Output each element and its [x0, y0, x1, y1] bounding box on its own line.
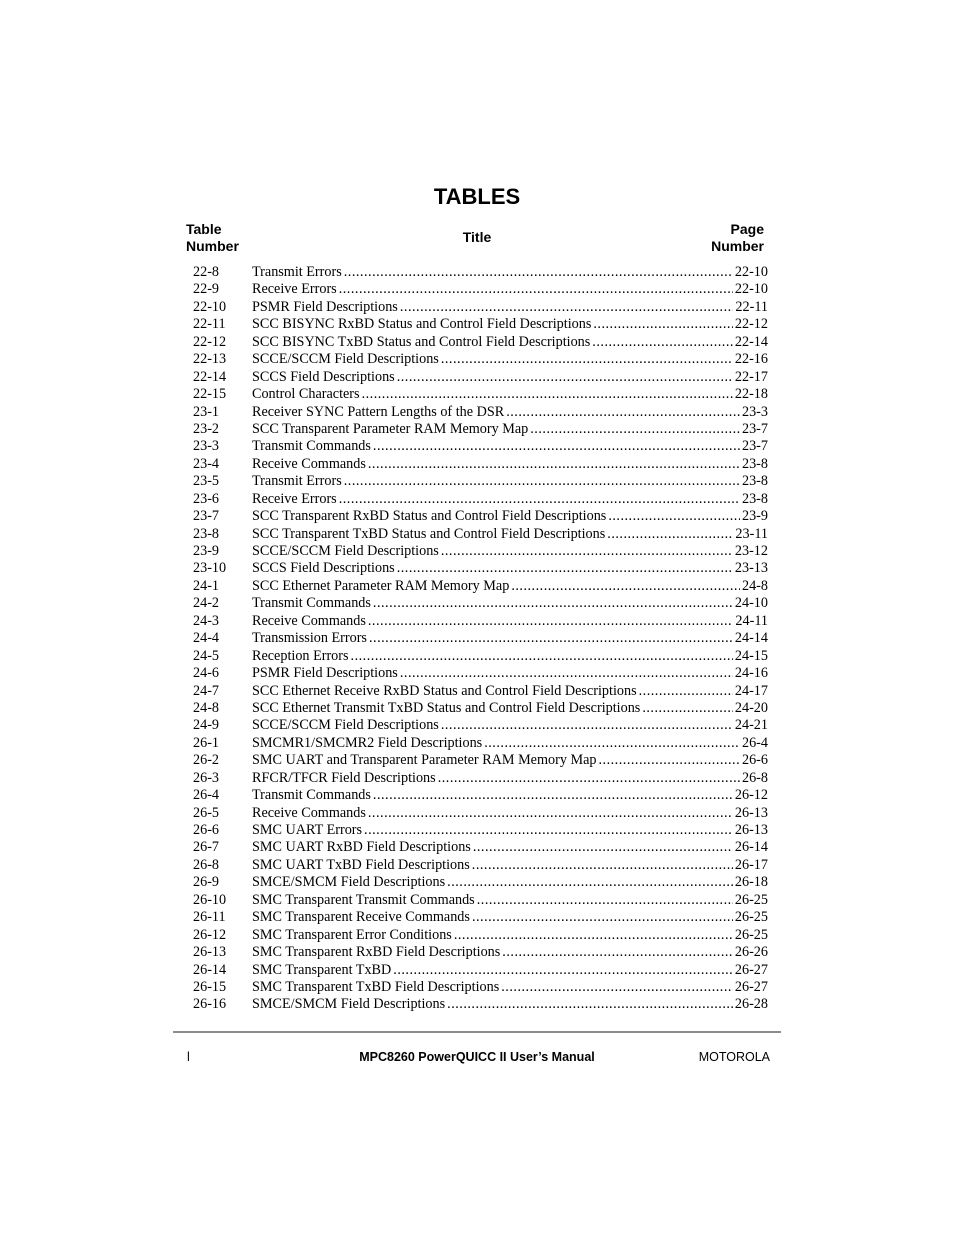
toc-entry-dot-leader	[530, 421, 740, 438]
toc-entry-dot-leader	[351, 648, 733, 665]
toc-entry-body	[252, 334, 768, 351]
toc-entry[interactable]	[193, 979, 768, 996]
toc-entry-page: 23-8	[741, 490, 768, 507]
toc-entry[interactable]	[193, 787, 768, 804]
toc-entry-body	[252, 264, 768, 281]
toc-entry-title: Receiver SYNC Pattern Lengths of the DSR	[252, 403, 505, 420]
toc-entry-number: 23-6	[193, 490, 220, 507]
toc-entry-title: Control Characters	[252, 386, 360, 403]
toc-entry-page: 22-14	[734, 333, 768, 350]
toc-entry-body	[252, 456, 768, 473]
toc-entry[interactable]	[193, 735, 768, 752]
toc-entry-dot-leader	[438, 770, 740, 787]
toc-entry-body	[252, 560, 768, 577]
toc-entry-title: PSMR Field Descriptions	[252, 665, 398, 682]
toc-entry-title: Transmit Errors	[252, 264, 342, 280]
toc-entry-title: SCC Transparent Parameter RAM Memory Map	[252, 420, 529, 437]
toc-entry[interactable]	[193, 962, 768, 979]
toc-entry-page: 26-25	[734, 891, 768, 908]
toc-entry-title: SMC Transparent TxBD Field Descriptions	[252, 978, 500, 995]
toc-entry-number: 26-5	[193, 804, 220, 821]
toc-entry-body	[252, 351, 768, 368]
toc-entry[interactable]	[193, 334, 768, 351]
toc-entry-number: 22-12	[193, 333, 227, 350]
toc-entry[interactable]	[193, 264, 768, 281]
toc-entry-number: 26-13	[193, 944, 227, 961]
toc-entry-title: SMC Transparent TxBD	[252, 961, 392, 978]
toc-entry-number: 26-7	[193, 839, 220, 856]
toc-entry[interactable]	[193, 595, 768, 612]
toc-entry-title: SCC Ethernet Parameter RAM Memory Map	[252, 577, 510, 594]
page-number-header-line2: Number	[711, 238, 764, 254]
toc-entry[interactable]	[193, 491, 768, 508]
toc-entry-body	[252, 735, 768, 752]
toc-entry[interactable]	[193, 944, 768, 961]
toc-entry-title: Transmit Commands	[252, 438, 371, 455]
toc-entry-body	[252, 595, 768, 612]
toc-entry-dot-leader	[472, 857, 733, 874]
toc-entry[interactable]	[193, 927, 768, 944]
toc-entry-body	[252, 281, 768, 298]
toc-entry-number: 26-8	[193, 856, 220, 873]
toc-entry-number: 22-8	[193, 264, 220, 280]
toc-entry-dot-leader	[607, 526, 733, 543]
toc-entry-page: 22-17	[734, 368, 768, 385]
toc-entry[interactable]	[193, 892, 768, 909]
toc-entry-page: 26-13	[734, 804, 768, 821]
toc-entry-page: 22-12	[734, 316, 768, 333]
toc-entry-body	[252, 770, 768, 787]
toc-entry-title: Reception Errors	[252, 647, 349, 664]
toc-entry-body	[252, 700, 768, 717]
toc-entry-dot-leader	[592, 334, 733, 351]
toc-entry-page: 26-8	[741, 769, 768, 786]
toc-entry-dot-leader	[441, 351, 733, 368]
toc-entry-dot-leader	[362, 386, 733, 403]
toc-entry-title: SMC Transparent RxBD Field Descriptions	[252, 944, 501, 961]
toc-entry-dot-leader	[454, 927, 733, 944]
toc-entry-title: Receive Commands	[252, 804, 366, 821]
toc-entry-title: SMC Transparent Error Conditions	[252, 926, 452, 943]
toc-entry-number: 22-10	[193, 298, 227, 315]
toc-entry-title: SMC Transparent Transmit Commands	[252, 891, 475, 908]
toc-entry-page: 23-7	[741, 420, 768, 437]
toc-entry-body	[252, 857, 768, 874]
toc-entry-dot-leader	[441, 543, 733, 560]
toc-entry[interactable]	[193, 438, 768, 455]
toc-entry[interactable]	[193, 857, 768, 874]
page-number-header	[711, 221, 764, 255]
toc-entry-page: 26-6	[741, 752, 768, 769]
toc-entry[interactable]	[193, 560, 768, 577]
toc-entry-dot-leader	[447, 996, 733, 1013]
toc-entry-page: 26-14	[734, 839, 768, 856]
toc-entry-page: 26-26	[734, 944, 768, 961]
toc-entry-title: SCCS Field Descriptions	[252, 560, 395, 577]
toc-entry-body	[252, 944, 768, 961]
toc-entry-page: 26-27	[734, 978, 768, 995]
toc-entry-page: 23-9	[741, 508, 768, 525]
toc-entry-page: 23-11	[735, 525, 768, 542]
toc-entry-body	[252, 630, 768, 647]
toc-entry-page: 24-20	[734, 699, 768, 716]
toc-entry-page: 24-14	[734, 630, 768, 647]
toc-entry-number: 22-9	[193, 281, 220, 298]
toc-entry-number: 26-9	[193, 874, 220, 891]
toc-entry-title: Receive Errors	[252, 281, 337, 298]
toc-entry[interactable]	[193, 369, 768, 386]
toc-entry-dot-leader	[397, 369, 733, 386]
toc-entry-dot-leader	[368, 805, 733, 822]
toc-entry-title: SMC Transparent Receive Commands	[252, 909, 470, 926]
toc-entry-dot-leader	[477, 892, 733, 909]
toc-entry[interactable]	[193, 683, 768, 700]
toc-entry-number: 24-4	[193, 630, 220, 647]
toc-entry-dot-leader	[484, 735, 740, 752]
toc-entry-page: 23-13	[734, 560, 768, 577]
toc-entry-number: 24-2	[193, 595, 220, 612]
toc-entry-page: 24-16	[734, 665, 768, 682]
toc-entry-dot-leader	[339, 281, 733, 298]
toc-entry-dot-leader	[472, 909, 733, 926]
toc-entry-page: 22-10	[734, 281, 768, 298]
toc-entry-dot-leader	[373, 787, 733, 804]
toc-entry-title: SMCMR1/SMCMR2 Field Descriptions	[252, 734, 483, 751]
toc-entry-page: 24-17	[734, 682, 768, 699]
toc-entry-body	[252, 613, 768, 630]
toc-entry-number: 23-7	[193, 508, 220, 525]
toc-entry-body	[252, 473, 768, 490]
toc-entry[interactable]	[193, 909, 768, 926]
toc-entry[interactable]	[193, 822, 768, 839]
toc-entry-title: SCCE/SCCM Field Descriptions	[252, 543, 439, 559]
toc-entry-body	[252, 822, 768, 839]
toc-entry-number: 26-3	[193, 769, 220, 786]
toc-entry-number: 24-1	[193, 577, 220, 594]
toc-entry-title: SCC BISYNC RxBD Status and Control Field Descriptions	[252, 316, 592, 333]
toc-entry[interactable]	[193, 717, 768, 734]
toc-entry-number: 23-4	[193, 455, 220, 472]
toc-entry-dot-leader	[501, 979, 733, 996]
toc-entry[interactable]	[193, 508, 768, 525]
toc-entry-dot-leader	[339, 491, 740, 508]
page-number-header-line1: Page	[730, 221, 764, 237]
toc-entry-body	[252, 892, 768, 909]
toc-entry[interactable]	[193, 543, 768, 560]
toc-entry-title: SMC UART TxBD Field Descriptions	[252, 856, 470, 873]
toc-entry-number: 23-2	[193, 420, 220, 437]
toc-entry-page: 23-8	[741, 455, 768, 472]
toc-entry-title: SMC UART and Transparent Parameter RAM Memory Map	[252, 752, 597, 769]
toc-entry-number: 24-6	[193, 665, 220, 682]
toc-entry-page: 24-10	[734, 595, 768, 612]
toc-entry[interactable]	[193, 665, 768, 682]
toc-entry-dot-leader	[344, 264, 733, 281]
toc-entry-title: Transmit Commands	[252, 595, 371, 612]
toc-entry-dot-leader	[373, 438, 740, 455]
toc-entry-page: 24-21	[734, 717, 768, 734]
toc-entry-body	[252, 665, 768, 682]
toc-entry-dot-leader	[502, 944, 733, 961]
toc-entry[interactable]	[193, 281, 768, 298]
toc-entry-body	[252, 543, 768, 560]
toc-entry-title: Receive Commands	[252, 612, 366, 629]
toc-entry-body	[252, 683, 768, 700]
toc-entry[interactable]	[193, 839, 768, 856]
toc-entry-body	[252, 979, 768, 996]
toc-entry-body	[252, 909, 768, 926]
toc-entry-page: 23-12	[734, 543, 768, 559]
toc-entry-number: 26-4	[193, 787, 220, 804]
toc-entry-body	[252, 805, 768, 822]
toc-entry-number: 23-9	[193, 543, 220, 559]
toc-entry-title: RFCR/TFCR Field Descriptions	[252, 769, 436, 786]
toc-entry-number: 22-11	[193, 316, 226, 333]
toc-entry-page: 22-16	[734, 351, 768, 368]
toc-entry-dot-leader	[373, 595, 733, 612]
toc-entry-dot-leader	[608, 508, 740, 525]
toc-entry-page: 24-11	[735, 612, 768, 629]
footer-manual-title: MPC8260 PowerQUICC II User’s Manual	[359, 1050, 595, 1064]
toc-entry-title: Receive Commands	[252, 455, 366, 472]
toc-entry-title: Transmit Commands	[252, 787, 371, 804]
toc-entry-number: 24-3	[193, 612, 220, 629]
toc-entry-dot-leader	[506, 404, 740, 421]
toc-entry-number: 26-12	[193, 926, 227, 943]
toc-entry-dot-leader	[511, 578, 740, 595]
toc-entry-body	[252, 299, 768, 316]
toc-entry-number: 24-8	[193, 699, 220, 716]
toc-entry-number: 22-13	[193, 351, 227, 368]
toc-entry-dot-leader	[344, 473, 740, 490]
toc-entry-title: SMC UART Errors	[252, 822, 363, 838]
toc-entry[interactable]	[193, 630, 768, 647]
toc-entry-title: Transmit Errors	[252, 473, 342, 490]
table-of-contents-list	[193, 264, 768, 1014]
toc-entry-body	[252, 839, 768, 856]
toc-entry[interactable]	[193, 351, 768, 368]
toc-entry-title: SCC Ethernet Receive RxBD Status and Control Field Descriptions	[252, 682, 637, 699]
toc-entry-number: 23-5	[193, 473, 220, 490]
toc-entry-title: SCC Ethernet Transmit TxBD Status and Control Field Descriptions	[252, 699, 641, 716]
toc-entry-dot-leader	[397, 560, 733, 577]
toc-entry-dot-leader	[639, 683, 733, 700]
toc-entry-page: 23-8	[741, 473, 768, 490]
toc-entry-dot-leader	[368, 456, 740, 473]
toc-entry-page: 24-8	[741, 577, 768, 594]
toc-entry-page: 26-28	[734, 996, 768, 1013]
toc-entry-dot-leader	[369, 630, 733, 647]
toc-entry-body	[252, 316, 768, 333]
toc-entry-dot-leader	[642, 700, 733, 717]
toc-entry-body	[252, 491, 768, 508]
toc-entry-body	[252, 874, 768, 891]
toc-entry-page: 26-13	[734, 822, 768, 838]
toc-entry-dot-leader	[441, 717, 733, 734]
toc-entry-page: 22-11	[735, 298, 768, 315]
toc-entry-number: 23-8	[193, 525, 220, 542]
toc-entry-body	[252, 386, 768, 403]
footer-company: MOTOROLA	[698, 1050, 770, 1064]
toc-entry-page: 26-4	[741, 734, 768, 751]
toc-entry-body	[252, 787, 768, 804]
toc-entry[interactable]	[193, 770, 768, 787]
toc-entry-page: 26-27	[734, 961, 768, 978]
toc-entry-body	[252, 578, 768, 595]
toc-entry[interactable]	[193, 404, 768, 421]
title-header: Title	[462, 229, 492, 245]
toc-entry-dot-leader	[400, 665, 733, 682]
toc-entry-page: 22-10	[734, 264, 768, 280]
toc-entry-page: 26-18	[734, 874, 768, 891]
toc-entry-number: 26-14	[193, 961, 227, 978]
toc-entry-body	[252, 717, 768, 734]
toc-entry-number: 22-15	[193, 386, 227, 403]
toc-entry-dot-leader	[368, 613, 734, 630]
toc-entry-body	[252, 421, 768, 438]
toc-entry-page: 23-7	[741, 438, 768, 455]
toc-entry-number: 26-15	[193, 978, 227, 995]
toc-entry-number: 26-1	[193, 734, 220, 751]
toc-entry-number: 26-16	[193, 996, 227, 1013]
toc-entry-page: 22-18	[734, 386, 768, 403]
toc-entry-title: SCC Transparent RxBD Status and Control Field Descriptions	[252, 508, 607, 525]
toc-entry-number: 24-9	[193, 717, 220, 734]
toc-entry[interactable]	[193, 299, 768, 316]
toc-entry-number: 26-10	[193, 891, 227, 908]
toc-entry-dot-leader	[393, 962, 733, 979]
toc-entry-body	[252, 962, 768, 979]
toc-entry-number: 23-1	[193, 403, 220, 420]
toc-entry[interactable]	[193, 805, 768, 822]
toc-entry[interactable]	[193, 874, 768, 891]
toc-entry-body	[252, 648, 768, 665]
toc-entry-title: SMC UART RxBD Field Descriptions	[252, 839, 471, 856]
toc-entry-number: 24-5	[193, 647, 220, 664]
toc-entry[interactable]	[193, 996, 768, 1013]
toc-entry-title: SCCE/SCCM Field Descriptions	[252, 717, 439, 734]
toc-entry[interactable]	[193, 578, 768, 595]
footer-rule	[173, 1031, 781, 1033]
toc-entry-title: Transmission Errors	[252, 630, 367, 647]
footer-page-number: l	[187, 1050, 190, 1064]
toc-entry-dot-leader	[400, 299, 734, 316]
toc-entry-body	[252, 438, 768, 455]
toc-entry-page: 23-3	[741, 403, 768, 420]
toc-entry-number: 23-3	[193, 438, 220, 455]
toc-entry-body	[252, 369, 768, 386]
toc-entry-page: 24-15	[734, 647, 768, 664]
toc-entry-body	[252, 526, 768, 543]
toc-entry[interactable]	[193, 421, 768, 438]
toc-entry-page: 26-12	[734, 787, 768, 804]
toc-entry-title: SMCE/SMCM Field Descriptions	[252, 996, 446, 1013]
toc-entry-number: 26-6	[193, 822, 220, 838]
table-number-header-line2: Number	[186, 238, 239, 254]
toc-entry-title: SCCE/SCCM Field Descriptions	[252, 351, 439, 368]
toc-entry[interactable]	[193, 386, 768, 403]
toc-entry-body	[252, 404, 768, 421]
toc-entry[interactable]	[193, 752, 768, 769]
toc-entry-title: SMCE/SMCM Field Descriptions	[252, 874, 446, 891]
toc-entry-page: 26-17	[734, 856, 768, 873]
toc-entry[interactable]	[193, 613, 768, 630]
toc-entry-number: 23-10	[193, 560, 227, 577]
toc-entry-dot-leader	[473, 839, 733, 856]
toc-entry[interactable]	[193, 648, 768, 665]
toc-entry-dot-leader	[364, 822, 733, 839]
toc-entry-number: 26-11	[193, 909, 226, 926]
toc-entry[interactable]	[193, 316, 768, 333]
toc-entry-title: Receive Errors	[252, 490, 337, 507]
toc-entry-title: SCCS Field Descriptions	[252, 368, 395, 385]
toc-entry-title: SCC BISYNC TxBD Status and Control Field Descriptions	[252, 333, 591, 350]
toc-entry-page: 26-25	[734, 909, 768, 926]
toc-entry-dot-leader	[447, 874, 733, 891]
toc-entry-number: 26-2	[193, 752, 220, 769]
toc-entry[interactable]	[193, 473, 768, 490]
toc-entry[interactable]	[193, 700, 768, 717]
toc-entry-body	[252, 508, 768, 525]
toc-entry-body	[252, 996, 768, 1013]
toc-entry-dot-leader	[593, 316, 733, 333]
page-title: TABLES	[433, 184, 521, 209]
table-number-header-line1: Table	[186, 221, 222, 237]
toc-entry-body	[252, 927, 768, 944]
toc-entry[interactable]	[193, 526, 768, 543]
toc-entry-number: 24-7	[193, 682, 220, 699]
toc-entry-page: 26-25	[734, 926, 768, 943]
toc-entry-dot-leader	[598, 752, 740, 769]
toc-entry-body	[252, 752, 768, 769]
toc-entry[interactable]	[193, 456, 768, 473]
toc-entry-title: SCC Transparent TxBD Status and Control Field Descriptions	[252, 525, 606, 542]
toc-entry-title: PSMR Field Descriptions	[252, 298, 398, 315]
toc-entry-number: 22-14	[193, 368, 227, 385]
